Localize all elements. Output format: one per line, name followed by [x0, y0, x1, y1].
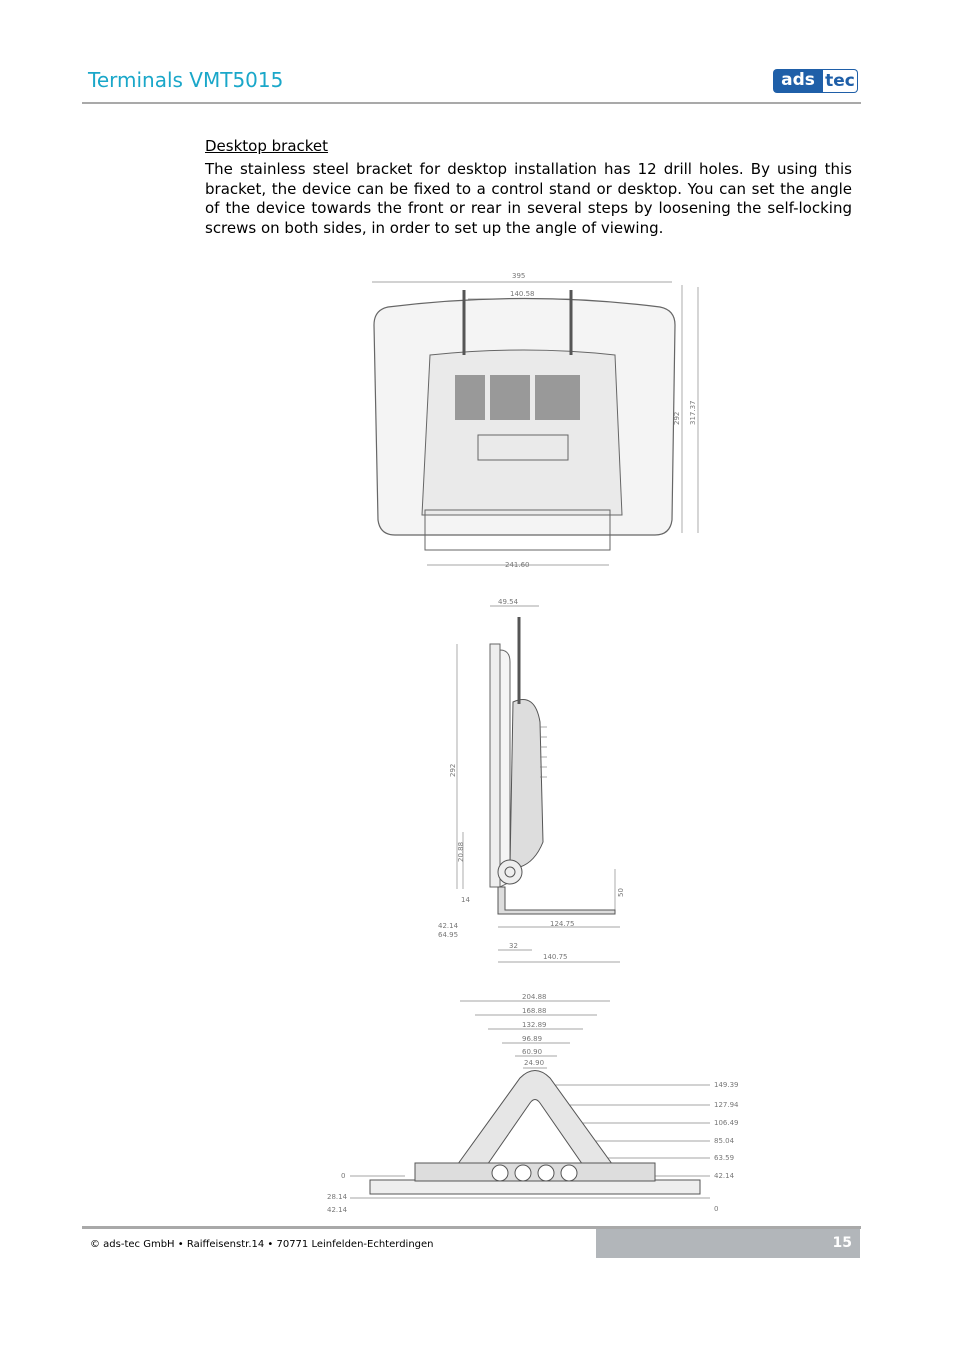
dim-v1: 127.94 — [714, 1101, 739, 1109]
dim-64-95: 64.95 — [438, 931, 459, 939]
page-number: 15 — [832, 1235, 852, 1251]
dim-h0: 204.88 — [522, 993, 547, 1001]
dim-50: 50 — [617, 888, 625, 897]
bracket-view-drawing — [325, 988, 745, 1218]
logo-tec: tec — [823, 69, 858, 93]
dim-left0: 0 — [341, 1172, 346, 1180]
dim-h3: 96.89 — [522, 1035, 543, 1043]
dim-left1: 28.14 — [327, 1193, 348, 1201]
dim-h2: 132.89 — [522, 1021, 547, 1029]
dim-height-inner: 292 — [673, 411, 681, 425]
logo-ads: ads — [773, 69, 823, 93]
dim-bracket: 241.60 — [505, 561, 530, 569]
section-heading: Desktop bracket — [205, 137, 329, 155]
dim-v6: 0 — [714, 1205, 719, 1213]
section-paragraph: The stainless steel bracket for desktop installation has 12 drill holes. By using this bracket, the device can be fixed to a control stand or desktop. You can set the angle of the device towards the front or rear in several steps by loosening the self-locking screws on both sides, in order to set up the angle of viewing. — [205, 160, 852, 238]
page-number-box — [596, 1229, 860, 1258]
side-view-drawing — [435, 592, 635, 967]
dim-140-75: 140.75 — [543, 953, 568, 961]
dim-v5: 42.14 — [714, 1172, 735, 1180]
dim-32: 32 — [509, 942, 518, 950]
dim-v2: 106.49 — [714, 1119, 739, 1127]
dim-lower: 20.88 — [457, 841, 465, 862]
dim-antenna: 140.58 — [510, 290, 535, 298]
dim-top: 49.54 — [498, 598, 519, 606]
header-rule — [82, 102, 861, 104]
dim-124: 124.75 — [550, 920, 575, 928]
dim-height-outer: 317.37 — [689, 400, 697, 425]
dim-v3: 85.04 — [714, 1137, 735, 1145]
footer-address: © ads-tec GmbH • Raiffeisenstr.14 • 70771 Leinfelden-Echterdingen — [90, 1239, 434, 1250]
dim-h4: 60.90 — [522, 1048, 543, 1056]
dim-width: 395 — [512, 272, 526, 280]
dim-v4: 63.59 — [714, 1154, 735, 1162]
dim-left2: 42.14 — [327, 1206, 348, 1214]
page-title: Terminals VMT5015 — [88, 68, 284, 92]
ads-tec-logo — [773, 69, 859, 93]
dim-42-14: 42.14 — [438, 922, 459, 930]
rear-view-drawing — [360, 265, 705, 575]
dim-height: 292 — [449, 763, 457, 777]
dim-h5: 24.90 — [524, 1059, 545, 1067]
dim-h1: 168.88 — [522, 1007, 547, 1015]
dim-v0: 149.39 — [714, 1081, 739, 1089]
dim-14: 14 — [461, 896, 470, 904]
